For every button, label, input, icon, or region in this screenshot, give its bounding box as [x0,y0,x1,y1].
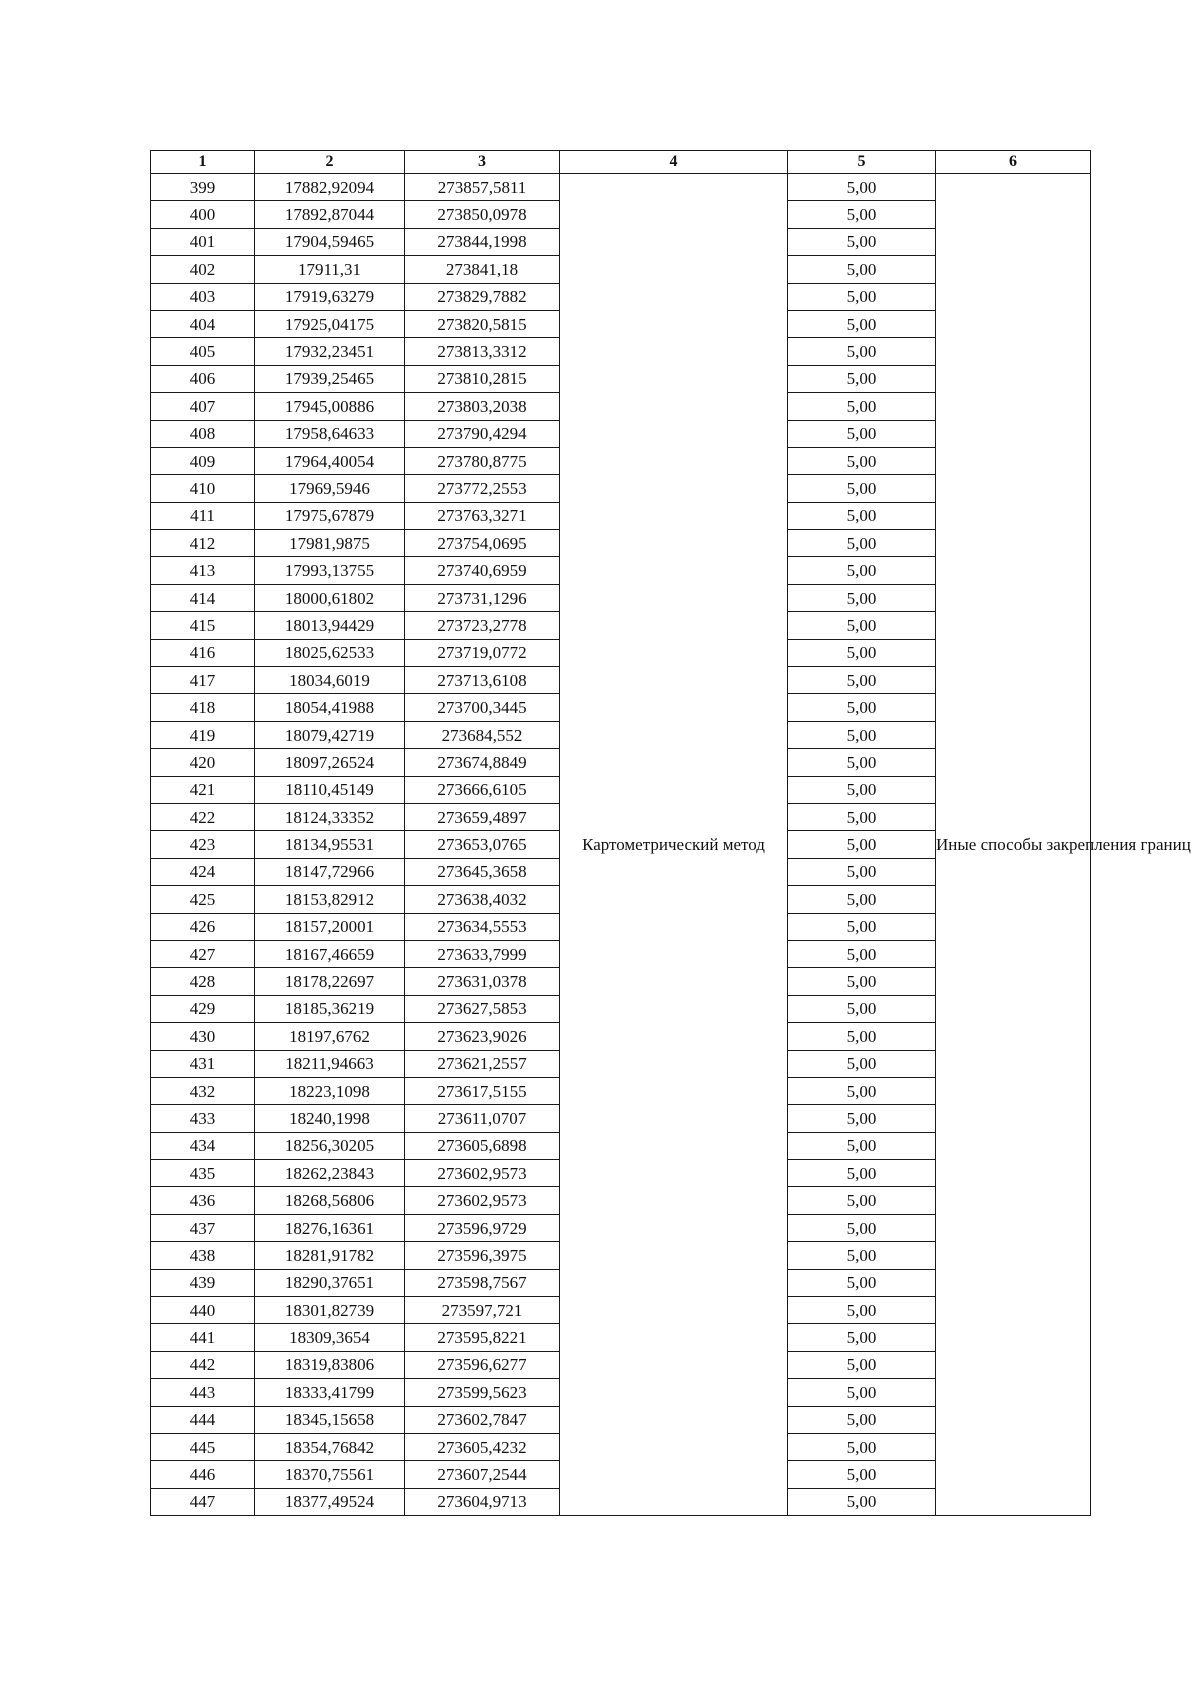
y-coordinate-cell: 273841,18 [405,256,560,283]
point-number-cell: 400 [151,201,255,228]
accuracy-cell: 5,00 [788,310,936,337]
point-number-cell: 435 [151,1160,255,1187]
accuracy-cell: 5,00 [788,639,936,666]
header-col-1: 1 [151,151,255,174]
x-coordinate-cell: 18354,76842 [255,1433,405,1460]
point-number-cell: 422 [151,803,255,830]
accuracy-cell: 5,00 [788,447,936,474]
y-coordinate-cell: 273653,0765 [405,831,560,858]
x-coordinate-cell: 18333,41799 [255,1379,405,1406]
y-coordinate-cell: 273595,8221 [405,1324,560,1351]
accuracy-cell: 5,00 [788,1023,936,1050]
y-coordinate-cell: 273607,2544 [405,1461,560,1488]
accuracy-cell: 5,00 [788,803,936,830]
x-coordinate-cell: 18290,37651 [255,1269,405,1296]
y-coordinate-cell: 273772,2553 [405,475,560,502]
point-number-cell: 429 [151,995,255,1022]
x-coordinate-cell: 18013,94429 [255,612,405,639]
point-number-cell: 407 [151,393,255,420]
y-coordinate-cell: 273829,7882 [405,283,560,310]
table-header [151,151,1091,174]
point-number-cell: 446 [151,1461,255,1488]
table-body [151,174,1191,1516]
accuracy-cell: 5,00 [788,995,936,1022]
x-coordinate-cell: 18211,94663 [255,1050,405,1077]
header-row [151,151,1091,174]
y-coordinate-cell: 273596,3975 [405,1242,560,1269]
point-number-cell: 405 [151,338,255,365]
accuracy-cell: 5,00 [788,1050,936,1077]
y-coordinate-cell: 273633,7999 [405,940,560,967]
fixation-method-cell: Иные способы закрепления границ [936,174,1091,1516]
y-coordinate-cell: 273844,1998 [405,228,560,255]
accuracy-cell: 5,00 [788,1461,936,1488]
point-number-cell: 411 [151,502,255,529]
y-coordinate-cell: 273684,552 [405,721,560,748]
accuracy-cell: 5,00 [788,1160,936,1187]
accuracy-cell: 5,00 [788,776,936,803]
x-coordinate-cell: 18167,46659 [255,940,405,967]
x-coordinate-cell: 17939,25465 [255,365,405,392]
header-col-6: 6 [936,151,1091,174]
x-coordinate-cell: 18301,82739 [255,1297,405,1324]
x-coordinate-cell: 18034,6019 [255,667,405,694]
point-number-cell: 434 [151,1132,255,1159]
y-coordinate-cell: 273763,3271 [405,502,560,529]
y-coordinate-cell: 273596,6277 [405,1351,560,1378]
header-col-2: 2 [255,151,405,174]
point-number-cell: 417 [151,667,255,694]
point-number-cell: 412 [151,530,255,557]
accuracy-cell: 5,00 [788,612,936,639]
point-number-cell: 442 [151,1351,255,1378]
y-coordinate-cell: 273623,9026 [405,1023,560,1050]
point-number-cell: 430 [151,1023,255,1050]
x-coordinate-cell: 18147,72966 [255,858,405,885]
accuracy-cell: 5,00 [788,557,936,584]
accuracy-cell: 5,00 [788,1214,936,1241]
x-coordinate-cell: 17981,9875 [255,530,405,557]
accuracy-cell: 5,00 [788,393,936,420]
accuracy-cell: 5,00 [788,1351,936,1378]
point-number-cell: 439 [151,1269,255,1296]
y-coordinate-cell: 273605,6898 [405,1132,560,1159]
x-coordinate-cell: 18377,49524 [255,1488,405,1515]
y-coordinate-cell: 273645,3658 [405,858,560,885]
x-coordinate-cell: 17904,59465 [255,228,405,255]
x-coordinate-cell: 17945,00886 [255,393,405,420]
point-number-cell: 399 [151,174,255,201]
point-number-cell: 415 [151,612,255,639]
y-coordinate-cell: 273700,3445 [405,694,560,721]
y-coordinate-cell: 273602,9573 [405,1187,560,1214]
y-coordinate-cell: 273857,5811 [405,174,560,201]
y-coordinate-cell: 273598,7567 [405,1269,560,1296]
x-coordinate-cell: 18281,91782 [255,1242,405,1269]
point-number-cell: 441 [151,1324,255,1351]
accuracy-cell: 5,00 [788,283,936,310]
x-coordinate-cell: 17882,92094 [255,174,405,201]
accuracy-cell: 5,00 [788,1269,936,1296]
point-number-cell: 406 [151,365,255,392]
y-coordinate-cell: 273617,5155 [405,1077,560,1104]
x-coordinate-cell: 17958,64633 [255,420,405,447]
accuracy-cell: 5,00 [788,338,936,365]
y-coordinate-cell: 273713,6108 [405,667,560,694]
y-coordinate-cell: 273599,5623 [405,1379,560,1406]
point-number-cell: 433 [151,1105,255,1132]
table-row [151,174,1091,201]
point-number-cell: 438 [151,1242,255,1269]
x-coordinate-cell: 17919,63279 [255,283,405,310]
point-number-cell: 437 [151,1214,255,1241]
point-number-cell: 426 [151,913,255,940]
accuracy-cell: 5,00 [788,721,936,748]
point-number-cell: 421 [151,776,255,803]
x-coordinate-cell: 17993,13755 [255,557,405,584]
y-coordinate-cell: 273810,2815 [405,365,560,392]
x-coordinate-cell: 18309,3654 [255,1324,405,1351]
x-coordinate-cell: 18000,61802 [255,584,405,611]
x-coordinate-cell: 17975,67879 [255,502,405,529]
accuracy-cell: 5,00 [788,502,936,529]
accuracy-cell: 5,00 [788,1433,936,1460]
point-number-cell: 410 [151,475,255,502]
accuracy-cell: 5,00 [788,831,936,858]
accuracy-cell: 5,00 [788,913,936,940]
x-coordinate-cell: 18079,42719 [255,721,405,748]
x-coordinate-cell: 18262,23843 [255,1160,405,1187]
accuracy-cell: 5,00 [788,1242,936,1269]
accuracy-cell: 5,00 [788,1488,936,1515]
x-coordinate-cell: 18185,36219 [255,995,405,1022]
x-coordinate-cell: 17964,40054 [255,447,405,474]
header-col-4: 4 [560,151,788,174]
accuracy-cell: 5,00 [788,256,936,283]
x-coordinate-cell: 18097,26524 [255,749,405,776]
point-number-cell: 403 [151,283,255,310]
point-number-cell: 404 [151,310,255,337]
y-coordinate-cell: 273611,0707 [405,1105,560,1132]
y-coordinate-cell: 273674,8849 [405,749,560,776]
x-coordinate-cell: 18054,41988 [255,694,405,721]
accuracy-cell: 5,00 [788,228,936,255]
y-coordinate-cell: 273602,7847 [405,1406,560,1433]
accuracy-cell: 5,00 [788,174,936,201]
y-coordinate-cell: 273596,9729 [405,1214,560,1241]
y-coordinate-cell: 273754,0695 [405,530,560,557]
y-coordinate-cell: 273731,1296 [405,584,560,611]
point-number-cell: 432 [151,1077,255,1104]
x-coordinate-cell: 18178,22697 [255,968,405,995]
accuracy-cell: 5,00 [788,420,936,447]
y-coordinate-cell: 273604,9713 [405,1488,560,1515]
accuracy-cell: 5,00 [788,584,936,611]
accuracy-cell: 5,00 [788,1324,936,1351]
y-coordinate-cell: 273621,2557 [405,1050,560,1077]
y-coordinate-cell: 273820,5815 [405,310,560,337]
accuracy-cell: 5,00 [788,1132,936,1159]
x-coordinate-cell: 17911,31 [255,256,405,283]
boundary-coordinates-table [150,150,1191,1516]
point-number-cell: 428 [151,968,255,995]
y-coordinate-cell: 273780,8775 [405,447,560,474]
point-number-cell: 416 [151,639,255,666]
y-coordinate-cell: 273813,3312 [405,338,560,365]
header-col-5: 5 [788,151,936,174]
x-coordinate-cell: 18345,15658 [255,1406,405,1433]
point-number-cell: 445 [151,1433,255,1460]
accuracy-cell: 5,00 [788,530,936,557]
x-coordinate-cell: 18124,33352 [255,803,405,830]
x-coordinate-cell: 18370,75561 [255,1461,405,1488]
accuracy-cell: 5,00 [788,365,936,392]
x-coordinate-cell: 18153,82912 [255,886,405,913]
y-coordinate-cell: 273659,4897 [405,803,560,830]
accuracy-cell: 5,00 [788,1187,936,1214]
accuracy-cell: 5,00 [788,1297,936,1324]
x-coordinate-cell: 17932,23451 [255,338,405,365]
point-number-cell: 424 [151,858,255,885]
point-number-cell: 431 [151,1050,255,1077]
y-coordinate-cell: 273740,6959 [405,557,560,584]
point-number-cell: 425 [151,886,255,913]
point-number-cell: 423 [151,831,255,858]
y-coordinate-cell: 273666,6105 [405,776,560,803]
accuracy-cell: 5,00 [788,201,936,228]
point-number-cell: 443 [151,1379,255,1406]
x-coordinate-cell: 18276,16361 [255,1214,405,1241]
point-number-cell: 420 [151,749,255,776]
x-coordinate-cell: 17969,5946 [255,475,405,502]
point-number-cell: 444 [151,1406,255,1433]
y-coordinate-cell: 273634,5553 [405,913,560,940]
x-coordinate-cell: 18240,1998 [255,1105,405,1132]
accuracy-cell: 5,00 [788,940,936,967]
point-number-cell: 401 [151,228,255,255]
x-coordinate-cell: 18157,20001 [255,913,405,940]
x-coordinate-cell: 18268,56806 [255,1187,405,1214]
point-number-cell: 447 [151,1488,255,1515]
x-coordinate-cell: 18110,45149 [255,776,405,803]
accuracy-cell: 5,00 [788,749,936,776]
point-number-cell: 409 [151,447,255,474]
y-coordinate-cell: 273638,4032 [405,886,560,913]
point-number-cell: 414 [151,584,255,611]
y-coordinate-cell: 273850,0978 [405,201,560,228]
y-coordinate-cell: 273790,4294 [405,420,560,447]
point-number-cell: 436 [151,1187,255,1214]
accuracy-cell: 5,00 [788,667,936,694]
x-coordinate-cell: 18134,95531 [255,831,405,858]
x-coordinate-cell: 18256,30205 [255,1132,405,1159]
accuracy-cell: 5,00 [788,1105,936,1132]
point-number-cell: 402 [151,256,255,283]
point-number-cell: 408 [151,420,255,447]
accuracy-cell: 5,00 [788,1077,936,1104]
x-coordinate-cell: 18197,6762 [255,1023,405,1050]
y-coordinate-cell: 273627,5853 [405,995,560,1022]
y-coordinate-cell: 273597,721 [405,1297,560,1324]
y-coordinate-cell: 273602,9573 [405,1160,560,1187]
point-number-cell: 419 [151,721,255,748]
x-coordinate-cell: 18025,62533 [255,639,405,666]
point-number-cell: 427 [151,940,255,967]
y-coordinate-cell: 273723,2778 [405,612,560,639]
point-number-cell: 418 [151,694,255,721]
accuracy-cell: 5,00 [788,968,936,995]
y-coordinate-cell: 273605,4232 [405,1433,560,1460]
accuracy-cell: 5,00 [788,1406,936,1433]
accuracy-cell: 5,00 [788,694,936,721]
y-coordinate-cell: 273803,2038 [405,393,560,420]
point-number-cell: 440 [151,1297,255,1324]
y-coordinate-cell: 273719,0772 [405,639,560,666]
accuracy-cell: 5,00 [788,1379,936,1406]
x-coordinate-cell: 17925,04175 [255,310,405,337]
point-number-cell: 413 [151,557,255,584]
accuracy-cell: 5,00 [788,858,936,885]
x-coordinate-cell: 18319,83806 [255,1351,405,1378]
accuracy-cell: 5,00 [788,886,936,913]
header-col-3: 3 [405,151,560,174]
determination-method-cell: Картометрический метод [560,174,788,1516]
x-coordinate-cell: 18223,1098 [255,1077,405,1104]
accuracy-cell: 5,00 [788,475,936,502]
x-coordinate-cell: 17892,87044 [255,201,405,228]
y-coordinate-cell: 273631,0378 [405,968,560,995]
